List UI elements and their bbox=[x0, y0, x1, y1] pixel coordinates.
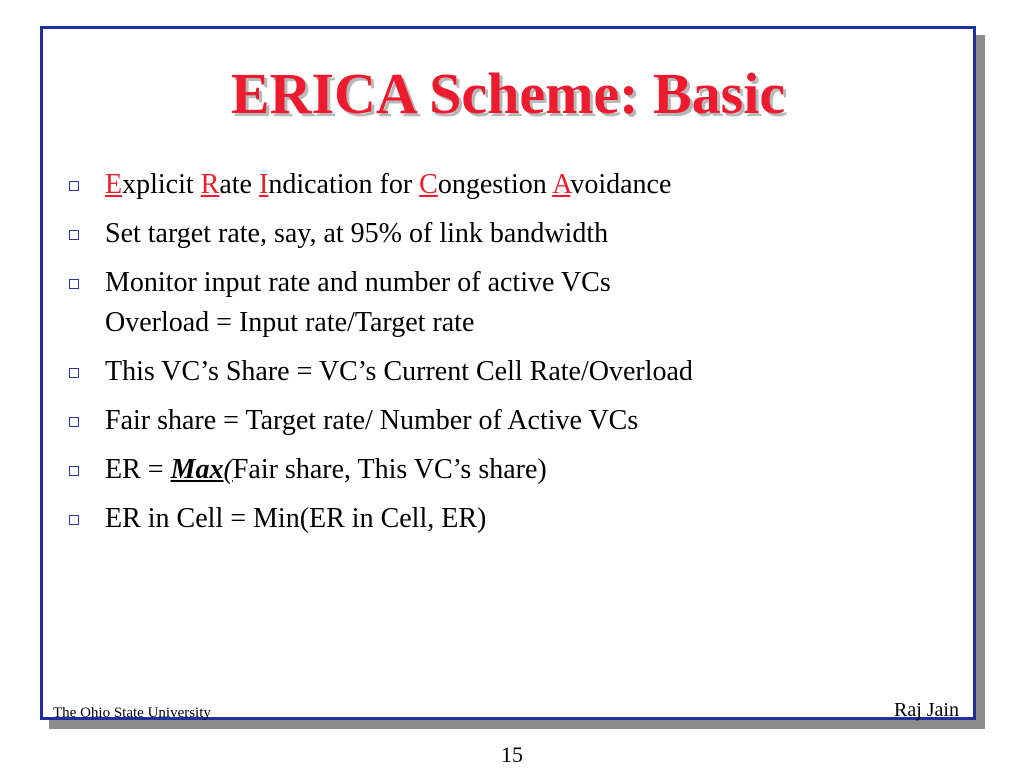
bullet-text: xplicit bbox=[122, 169, 201, 200]
bullet-text: ER = bbox=[105, 454, 171, 485]
bullet-item bbox=[57, 352, 947, 392]
acronym-letter: E bbox=[105, 169, 123, 200]
slide-title: ERICA Scheme: Basic bbox=[230, 61, 786, 126]
bullet-item bbox=[57, 499, 947, 539]
slide-frame bbox=[40, 26, 976, 720]
bullet-item bbox=[57, 165, 947, 205]
square-bullet-icon bbox=[69, 417, 79, 427]
bullet-text: Fair share, This VC’s share) bbox=[232, 454, 547, 485]
bullet-item bbox=[57, 450, 947, 490]
bullet-text: ate bbox=[219, 169, 259, 200]
bullet-text: ( bbox=[223, 454, 233, 485]
square-bullet-icon bbox=[69, 368, 79, 378]
acronym-letter: I bbox=[258, 169, 269, 200]
bullet-text: ndication for bbox=[268, 169, 420, 200]
acronym-letter: A bbox=[552, 169, 571, 200]
bullet-list bbox=[57, 165, 947, 548]
bullet-item bbox=[57, 401, 947, 441]
acronym-letter: C bbox=[419, 169, 438, 200]
square-bullet-icon bbox=[69, 515, 79, 525]
acronym-letter: R bbox=[200, 169, 220, 200]
bullet-text: ER in Cell = Min(ER in Cell, ER) bbox=[105, 503, 487, 534]
footer-author: Raj Jain bbox=[894, 699, 959, 721]
bullet-text: This VC’s Share = VC’s Current Cell Rate/Overload bbox=[105, 356, 693, 387]
bullet-item bbox=[57, 263, 947, 343]
square-bullet-icon bbox=[69, 181, 79, 191]
bullet-text-line2: Overload = Input rate/Target rate bbox=[105, 307, 475, 338]
bullet-item bbox=[57, 214, 947, 254]
bullet-text: Fair share = Target rate/ Number of Active VCs bbox=[105, 405, 639, 436]
bullet-text: Monitor input rate and number of active VCs bbox=[105, 267, 611, 298]
square-bullet-icon bbox=[69, 279, 79, 289]
square-bullet-icon bbox=[69, 230, 79, 240]
bullet-text: voidance bbox=[570, 169, 672, 200]
square-bullet-icon bbox=[69, 466, 79, 476]
emphasized-max: Max bbox=[170, 454, 224, 485]
page-number: 15 bbox=[501, 742, 523, 767]
bullet-text: ongestion bbox=[437, 169, 553, 200]
footer-institution: The Ohio State University bbox=[53, 705, 211, 721]
bullet-text: Set target rate, say, at 95% of link bandwidth bbox=[105, 218, 609, 249]
